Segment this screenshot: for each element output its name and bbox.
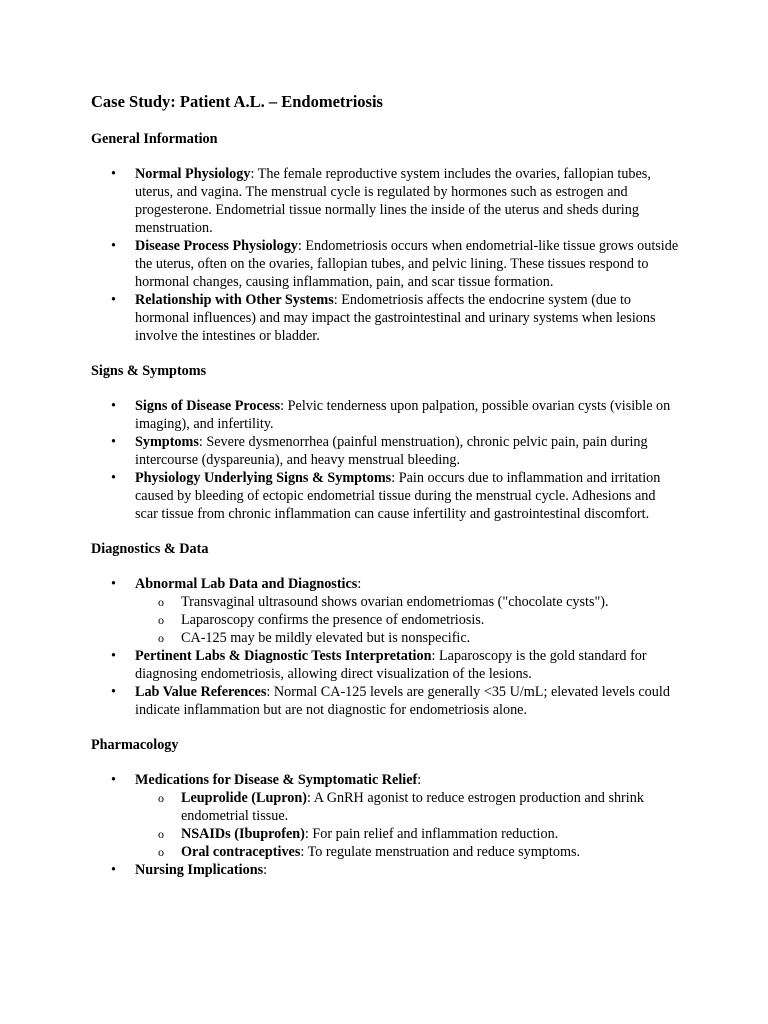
sub-list-item: o Laparoscopy confirms the presence of endometriosis. [181, 611, 681, 629]
item-label: Signs of Disease Process [135, 398, 281, 414]
general-list [91, 165, 681, 345]
sub-list-item [181, 843, 681, 861]
list-item [135, 397, 681, 433]
sub-list-item: o Transvaginal ultrasound shows ovarian endometriomas ("chocolate cysts"). [181, 593, 681, 611]
signs-list [91, 397, 681, 523]
section-heading-general: General Information [91, 131, 218, 147]
item-text: : Pelvic tenderness upon palpation, possible ovarian cysts (visible on imaging), and infertility. [135, 398, 671, 432]
item-label: Nursing Implications [135, 862, 264, 878]
section-heading-pharmacology: Pharmacology [91, 737, 179, 753]
item-text: : Severe dysmenorrhea (painful menstruation), chronic pelvic pain, pain during intercourse (dyspareunia), and heavy menstrual bleeding. [135, 434, 648, 468]
item-label: Symptoms [135, 434, 199, 450]
list-item [135, 683, 681, 719]
item-label: Lab Value References [135, 684, 267, 700]
item-label: Relationship with Other Systems [135, 292, 334, 308]
item-text: : Endometriosis affects the endocrine system (due to hormonal influences) and may impact the gastrointestinal and urinary systems when lesions involve the intestines or bladder. [135, 292, 656, 344]
med-name: Oral contraceptives [181, 844, 301, 860]
pharmacology-list [91, 771, 681, 879]
item-text: : The female reproductive system includes the ovaries, fallopian tubes, uterus, and vagina. The menstrual cycle is regulated by hormones such as estrogen and progesterone. Endometrial tissue normally lines the inside of the uterus and sheds during menstruation. [135, 166, 651, 236]
med-name: NSAIDs (Ibuprofen) [181, 826, 305, 842]
sub-list-item [181, 825, 681, 843]
list-item [135, 647, 681, 683]
item-text: : [417, 772, 422, 788]
item-text: : Pain occurs due to inflammation and irritation caused by bleeding of ectopic endometrial tissue during the menstrual cycle. Adhesions and scar tissue from chronic inflammation can cause infertility and gastrointestinal discomfort. [135, 470, 661, 522]
list-item [135, 771, 681, 861]
sub-list-item [181, 789, 681, 825]
list-item [135, 469, 681, 523]
list-item [135, 861, 681, 879]
item-text: : Normal CA-125 levels are generally <35 U/mL; elevated levels could indicate inflammation but are not diagnostic for endometriosis alone. [135, 684, 670, 718]
item-label: Disease Process Physiology [135, 238, 298, 254]
page-title: Case Study: Patient A.L. – Endometriosis [91, 92, 383, 111]
item-label: Physiology Underlying Signs & Symptoms [135, 470, 392, 486]
section-heading-signs: Signs & Symptoms [91, 363, 207, 379]
list-item [135, 237, 681, 291]
sub-list [135, 789, 681, 861]
document-page [91, 91, 681, 896]
list-item [135, 165, 681, 237]
section-heading-diagnostics: Diagnostics & Data [91, 541, 209, 557]
diagnostics-list [91, 575, 681, 719]
item-label: Medications for Disease & Symptomatic Relief [135, 772, 418, 788]
item-label: Normal Physiology [135, 166, 251, 182]
list-item [135, 575, 681, 647]
med-name: Leuprolide (Lupron) [181, 790, 308, 806]
med-text: : A GnRH agonist to reduce estrogen production and shrink endometrial tissue. [181, 790, 644, 824]
sub-list [135, 593, 681, 647]
list-item [135, 433, 681, 469]
item-text: : [357, 576, 362, 592]
item-label: Abnormal Lab Data and Diagnostics [135, 576, 358, 592]
sub-list-item: o CA-125 may be mildly elevated but is nonspecific. [181, 629, 681, 647]
list-item [135, 291, 681, 345]
item-text: : Laparoscopy is the gold standard for diagnosing endometriosis, allowing direct visualization of the lesions. [135, 648, 647, 682]
med-text: : For pain relief and inflammation reduction. [304, 826, 559, 842]
med-text: : To regulate menstruation and reduce symptoms. [300, 844, 581, 860]
item-text: : [263, 862, 268, 878]
item-text: : Endometriosis occurs when endometrial-like tissue grows outside the uterus, often on the ovaries, fallopian tubes, and pelvic lining. These tissues respond to hormonal changes, causing inflammation, pain, and scar tissue formation. [135, 238, 679, 290]
item-label: Pertinent Labs & Diagnostic Tests Interpretation [135, 648, 432, 664]
